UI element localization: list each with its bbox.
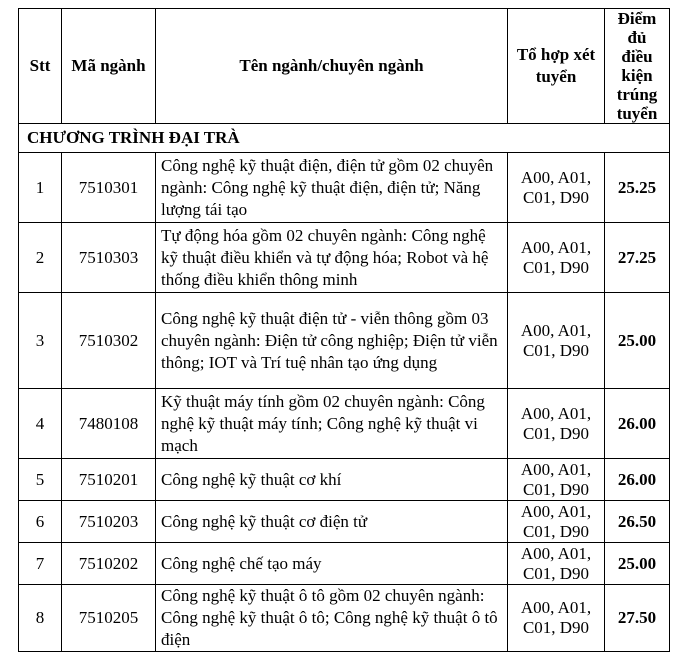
row-stt: 5 xyxy=(19,459,62,501)
row-stt: 6 xyxy=(19,501,62,543)
row-stt: 3 xyxy=(19,293,62,389)
row-major-name: Kỹ thuật máy tính gồm 02 chuyên ngành: Công nghệ kỹ thuật máy tính; Công nghệ kỹ thuật vi mạch xyxy=(156,389,508,459)
admission-score-table xyxy=(18,8,670,652)
row-admission-score: 26.50 xyxy=(605,501,670,543)
row-subject-combination xyxy=(508,223,605,293)
header-combo-line: Tổ hợp xét xyxy=(516,45,596,64)
row-subject-combination xyxy=(508,543,605,585)
row-stt: 7 xyxy=(19,543,62,585)
table-row xyxy=(19,223,670,293)
section-row xyxy=(19,124,670,153)
combo-line: C01, D90 xyxy=(522,257,590,277)
header-score-line: tuyển xyxy=(616,104,658,123)
row-subject-combination xyxy=(508,389,605,459)
header-score-line: đủ điều xyxy=(621,28,653,66)
row-stt: 1 xyxy=(19,153,62,223)
row-admission-score: 25.25 xyxy=(605,153,670,223)
combo-line: C01, D90 xyxy=(522,521,590,541)
combo-line: A00, A01, xyxy=(520,403,592,423)
header-major-code: Mã ngành xyxy=(62,9,156,124)
combo-line: C01, D90 xyxy=(522,187,590,207)
row-major-name: Công nghệ kỹ thuật điện tử - viễn thông gồm 03 chuyên ngành: Điện tử công nghiệp; Điện tử viễn thông; IOT và Trí tuệ nhân tạo ứng dụng xyxy=(156,293,508,389)
row-major-name: Công nghệ kỹ thuật ô tô gồm 02 chuyên ngành: Công nghệ kỹ thuật ô tô; Công nghệ kỹ thuật ô tô điện xyxy=(156,585,508,652)
table-header-row xyxy=(19,9,670,124)
combo-line: C01, D90 xyxy=(522,340,590,360)
combo-line: A00, A01, xyxy=(520,543,592,563)
combo-line: A00, A01, xyxy=(520,459,592,479)
combo-line: C01, D90 xyxy=(522,423,590,443)
row-major-name: Công nghệ kỹ thuật điện, điện tử gồm 02 chuyên ngành: Công nghệ kỹ thuật điện, điện tử; Năng lượng tái tạo xyxy=(156,153,508,223)
combo-line: C01, D90 xyxy=(522,563,590,583)
table-row xyxy=(19,389,670,459)
header-score-line: kiện xyxy=(621,66,653,85)
row-major-name: Tự động hóa gồm 02 chuyên ngành: Công nghệ kỹ thuật điều khiển và tự động hóa; Robot và hệ thống điều khiển thông minh xyxy=(156,223,508,293)
row-admission-score: 27.25 xyxy=(605,223,670,293)
header-major-name: Tên ngành/chuyên ngành xyxy=(156,9,508,124)
row-major-code: 7510202 xyxy=(62,543,156,585)
row-major-code: 7510205 xyxy=(62,585,156,652)
row-stt: 4 xyxy=(19,389,62,459)
row-admission-score: 27.50 xyxy=(605,585,670,652)
row-admission-score: 25.00 xyxy=(605,543,670,585)
combo-line: A00, A01, xyxy=(520,598,592,617)
header-admission-score xyxy=(605,9,670,124)
row-subject-combination xyxy=(508,585,605,652)
row-major-name: Công nghệ kỹ thuật cơ khí xyxy=(156,459,508,501)
header-subject-combination xyxy=(508,9,605,124)
header-stt: Stt xyxy=(19,9,62,124)
table-row xyxy=(19,459,670,501)
combo-line: A00, A01, xyxy=(520,320,592,340)
row-subject-combination xyxy=(508,501,605,543)
combo-line: C01, D90 xyxy=(522,479,590,499)
row-major-code: 7510303 xyxy=(62,223,156,293)
row-major-code: 7480108 xyxy=(62,389,156,459)
header-combo-line: tuyển xyxy=(535,67,577,86)
table-row xyxy=(19,501,670,543)
table-row xyxy=(19,153,670,223)
row-major-name: Công nghệ chế tạo máy xyxy=(156,543,508,585)
row-admission-score: 26.00 xyxy=(605,389,670,459)
combo-line: A00, A01, xyxy=(520,237,592,257)
table-row xyxy=(19,293,670,389)
row-admission-score: 26.00 xyxy=(605,459,670,501)
row-stt: 2 xyxy=(19,223,62,293)
combo-line: A00, A01, xyxy=(520,167,592,187)
row-subject-combination xyxy=(508,293,605,389)
row-major-code: 7510201 xyxy=(62,459,156,501)
row-admission-score: 25.00 xyxy=(605,293,670,389)
header-score-line: Điểm xyxy=(617,9,657,28)
table-row xyxy=(19,585,670,652)
row-major-code: 7510302 xyxy=(62,293,156,389)
combo-line: A00, A01, xyxy=(520,501,592,521)
row-subject-combination xyxy=(508,459,605,501)
row-major-name: Công nghệ kỹ thuật cơ điện tử xyxy=(156,501,508,543)
section-title: CHƯƠNG TRÌNH ĐẠI TRÀ xyxy=(19,124,670,153)
row-stt: 8 xyxy=(19,585,62,652)
row-subject-combination xyxy=(508,153,605,223)
combo-line: C01, D90 xyxy=(522,618,590,637)
row-major-code: 7510203 xyxy=(62,501,156,543)
table-row xyxy=(19,543,670,585)
row-major-code: 7510301 xyxy=(62,153,156,223)
header-score-line: trúng xyxy=(616,85,658,104)
